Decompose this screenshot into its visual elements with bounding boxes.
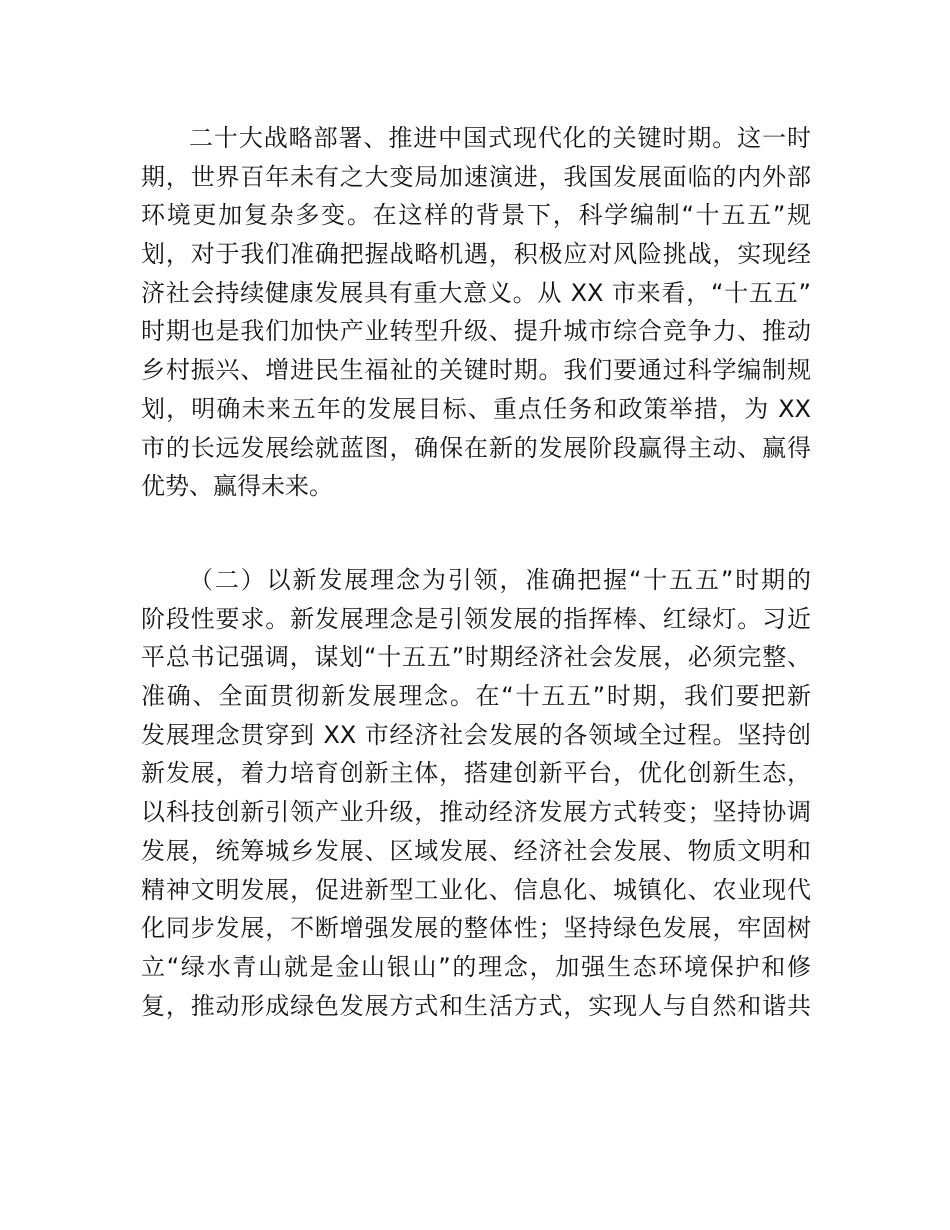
paragraph-line: 化同步发展，不断增强发展的整体性；坚持绿色发展，牢固树 (141, 914, 811, 943)
paragraph-line: （二）以新发展理念为引领，准确把握“十五五”时期的 (189, 566, 811, 594)
paragraph-line: 新发展，着力培育创新主体，搭建创新平台，优化创新生态， (141, 759, 811, 788)
paragraph-line: 环境更加复杂多变。在这样的背景下，科学编制“十五五”规 (141, 201, 811, 230)
paragraph-line: 阶段性要求。新发展理念是引领发展的指挥棒、红绿灯。习近 (141, 604, 811, 633)
paragraph-line: 以科技创新引领产业升级，推动经济发展方式转变；坚持协调 (141, 798, 811, 827)
paragraph-line: 精神文明发展，促进新型工业化、信息化、城镇化、农业现代 (141, 875, 811, 904)
paragraph-line: 划，明确未来五年的发展目标、重点任务和政策举措，为 XX (141, 394, 811, 423)
paragraph-line: 立“绿水青山就是金山银山”的理念，加强生态环境保护和修 (141, 952, 811, 981)
paragraph-line: 市的长远发展绘就蓝图，确保在新的发展阶段赢得主动、赢得 (141, 433, 811, 462)
paragraph-line: 准确、全面贯彻新发展理念。在“十五五”时期，我们要把新 (141, 682, 811, 711)
paragraph-2 (141, 561, 811, 1025)
paragraph-line: 时期也是我们加快产业转型升级、提升城市综合竞争力、推动 (141, 317, 811, 346)
paragraph-line: 期，世界百年未有之大变局加速演进，我国发展面临的内外部 (141, 162, 811, 191)
paragraph-line: 发展理念贯穿到 XX 市经济社会发展的各领域全过程。坚持创 (141, 720, 811, 749)
paragraph-line: 复，推动形成绿色发展方式和生活方式，实现人与自然和谐共 (141, 991, 811, 1020)
paragraph-line: 平总书记强调，谋划“十五五”时期经济社会发展，必须完整、 (141, 643, 811, 672)
paragraph-line: 乡村振兴、增进民生福祉的关键时期。我们要通过科学编制规 (141, 356, 811, 385)
paragraph-line: 发展，统筹城乡发展、区域发展、经济社会发展、物质文明和 (141, 836, 811, 865)
paragraph-line: 优势、赢得未来。 (141, 472, 333, 501)
paragraph-line: 二十大战略部署、推进中国式现代化的关键时期。这一时 (189, 124, 811, 152)
paragraph-1 (141, 119, 811, 506)
paragraph-line: 划，对于我们准确把握战略机遇，积极应对风险挑战，实现经 (141, 240, 811, 269)
paragraph-line: 济社会持续健康发展具有重大意义。从 XX 市来看，“十五五” (141, 278, 811, 307)
